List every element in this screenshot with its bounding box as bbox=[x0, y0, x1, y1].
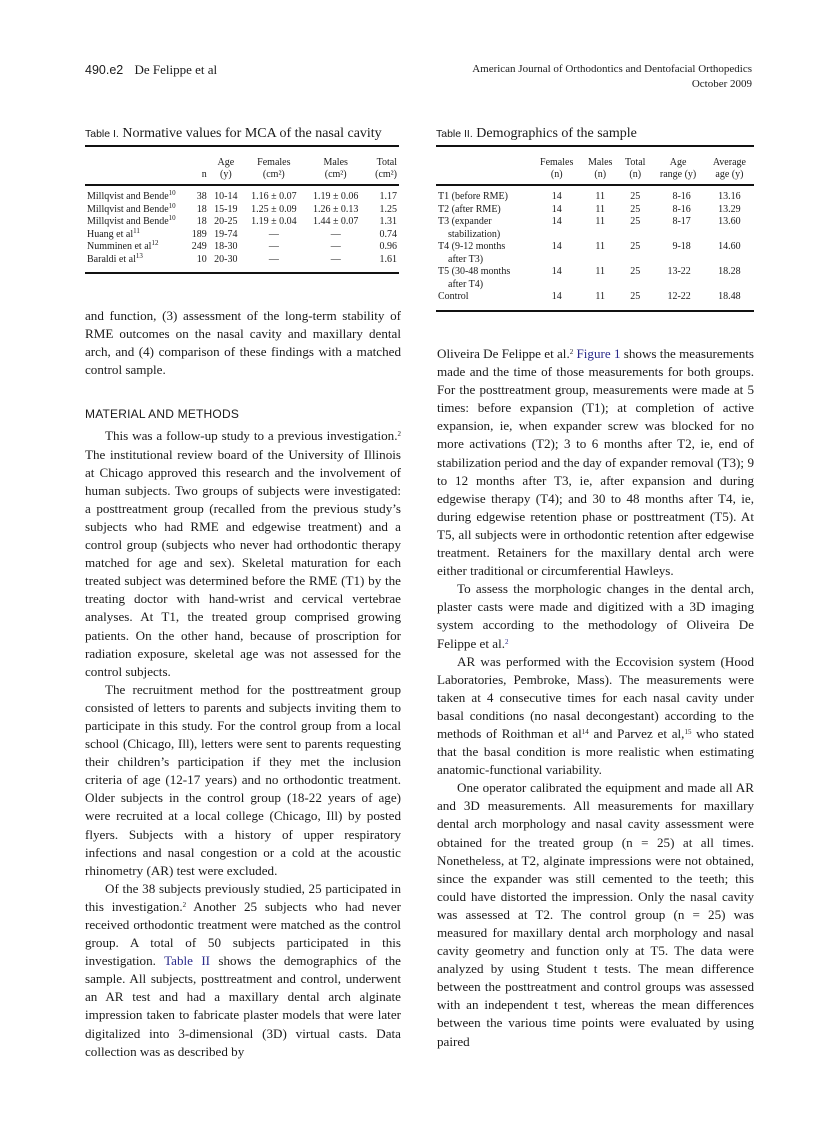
cell-females: 1.16 ± 0.07 bbox=[251, 191, 297, 202]
citation-ref: 10 bbox=[168, 189, 176, 197]
cell-total: 0.74 bbox=[379, 228, 397, 240]
cell-n: 249 bbox=[191, 241, 207, 252]
col-header-males: Males (n) bbox=[588, 157, 613, 180]
col-header-study bbox=[85, 147, 185, 185]
page-number: 490.e2 bbox=[85, 63, 124, 77]
running-header-left bbox=[85, 62, 217, 78]
table-header-row bbox=[436, 147, 754, 185]
paragraph: The recruitment method for the posttreatment group consisted of letters to parents and subjects inviting them to participate in this study. For the control group from a local school (Chicago, Ill), letters were sent to parents requesting their children’s participation if they met the inclusion criteria of age (12-17 years) and no orthodontic treatment. Older subjects in the control group (18-22 years of age) were recruited at a local college (Chicago, Ill) by posted flyers. Subjects with a history of upper respiratory infections and nasal congestion or a cold at the acoustic rhinometry (AR) test were excluded. bbox=[85, 681, 401, 878]
cell-study: Millqvist and Bende$^{10}$ bbox=[87, 214, 176, 227]
cell-age: 10-14 bbox=[214, 191, 238, 202]
cell-males: 11 bbox=[595, 216, 606, 227]
cell-age-range: 8-17 bbox=[672, 216, 691, 227]
paragraph: AR was performed with the Eccovision system (Hood Laboratories, Pembroke, Mass). The measurements were taken at 4 consecutive times for each nasal cavity under basal conditions (no nasal decongestant) according to the methods of Roithman et $al^{14}$ and Parvez et al,$^{15}$ who stated that the basal condition is more realistic when estimating anatomic-functional variability. bbox=[437, 653, 755, 778]
cell-time-point: Control bbox=[438, 291, 469, 302]
cell-total: 0.96 bbox=[379, 241, 397, 252]
citation-ref: 2 bbox=[182, 900, 187, 909]
citation-ref: 13 bbox=[135, 251, 143, 260]
cell-study: Millqvist and Bende$^{10}$ bbox=[87, 201, 176, 215]
cell-age: 19-74 bbox=[214, 228, 238, 240]
table-row bbox=[436, 216, 754, 241]
cell-age-range: 9-18 bbox=[672, 241, 691, 252]
table-2-title: Demographics of the sample bbox=[476, 126, 637, 141]
table-1 bbox=[85, 126, 399, 274]
cell-males: — bbox=[330, 241, 341, 252]
right-text-column bbox=[437, 345, 754, 1051]
table-2-grid bbox=[436, 147, 754, 312]
cell-average-age: 18.48 bbox=[718, 291, 741, 302]
running-header-right bbox=[472, 62, 752, 92]
cell-males: 11 bbox=[595, 241, 606, 252]
table-2-caption bbox=[436, 126, 754, 147]
cell-females: 14 bbox=[551, 266, 562, 277]
cell-time-point: T3 (expander stabilization) bbox=[438, 216, 501, 240]
citation-ref: 2 bbox=[397, 430, 401, 439]
cell-males: 1.19 ± 0.06 bbox=[312, 191, 359, 202]
cell-time-point: T4 (9-12 months after T3) bbox=[438, 241, 506, 265]
cell-males: 11 bbox=[595, 203, 606, 215]
cell-males: 11 bbox=[595, 191, 606, 202]
cell-females: 14 bbox=[551, 203, 562, 215]
cell-age-range: 8-16 bbox=[672, 191, 691, 202]
citation-ref: 11 bbox=[133, 226, 140, 235]
paragraph: Oliveira De Felippe et al.$^2$ Figure 1 shows the measurements made and the time of those measurements for both groups. For the posttreatment group, measurements were made at 5 times: before expansion (T1); at completion of active expansion, ie, when expander screw was blocked for no more activations (T2); 3 to 6 months after T2, ie, end of stabilization period and the day of expander removal (T3); 9 to 12 months after T3, ie, after expansion and during edgewise therapy (T4); and 30 to 48 months after T4, ie, during edgewise retention phase or posttreatment (T5). At T5, all subjects were in orthodontic retention after edgewise treatment. Retainers for the maxillary dental arch were either traditional or circumferential Hawleys. bbox=[437, 346, 754, 579]
cell-total: 25 bbox=[630, 291, 641, 302]
table-row bbox=[85, 204, 399, 217]
col-header-age: Age (y) bbox=[217, 157, 235, 180]
cell-n: 18 bbox=[196, 203, 207, 215]
table-2-link[interactable]: Table II bbox=[164, 953, 211, 969]
cell-females: 1.25 ± 0.09 bbox=[251, 203, 297, 215]
table-2-label: Table II. bbox=[436, 128, 473, 140]
cell-females: — bbox=[268, 241, 279, 252]
cell-males: 1.26 ± 0.13 bbox=[312, 203, 359, 215]
cell-females: 14 bbox=[551, 241, 562, 252]
table-row bbox=[436, 291, 754, 311]
intro-paragraph-end: and function, (3) assessment of the long-term stability of RME outcomes on the nasal cavity and maxillary dental arch, and (4) comparison of these findings with a matched control sample. bbox=[85, 308, 401, 378]
citation-ref: 14 bbox=[581, 727, 589, 736]
cell-females: 14 bbox=[551, 191, 562, 202]
cell-age-range: 8-16 bbox=[672, 203, 691, 215]
paragraph: One operator calibrated the equipment and made all AR and 3D measurements. All measurements for maxillary dental arch morphology and nasal cavity assessment were obtained for the treated group (n = 25) at all times. Nonetheless, at T2, alginate impressions were not obtained, since the expander was still cemented to the teeth; this could have distorted the impression. Only the nasal cavity was assessed at T2. The control group (n = 25) was measured for maxillary dental arch morphology and nasal cavity geometry and function only at T5. The data were analyzed by using Student t tests. The mean difference between the posttreatment and control groups was assessed with an independent t test, whereas the mean differences between the various time points were evaluated by using paired bbox=[437, 780, 754, 1049]
cell-age-range: 13-22 bbox=[667, 266, 691, 277]
citation-ref: 2 bbox=[569, 348, 574, 356]
table-header-row bbox=[85, 147, 399, 185]
table-1-caption bbox=[85, 126, 399, 147]
cell-total: 25 bbox=[630, 203, 641, 215]
cell-average-age: 13.16 bbox=[718, 191, 741, 202]
cell-age: 20-30 bbox=[214, 253, 238, 265]
table-row bbox=[436, 266, 754, 291]
cell-study: Millqvist and Bende$^{10}$ bbox=[87, 189, 176, 202]
cell-study: Huang et $al^{11}$ bbox=[87, 226, 140, 240]
table-row bbox=[436, 185, 754, 204]
cell-time-point: T5 (30-48 months after T4) bbox=[438, 266, 511, 290]
cell-age: 20-25 bbox=[214, 216, 238, 227]
cell-total: 25 bbox=[630, 191, 641, 202]
cell-females: 1.19 ± 0.04 bbox=[251, 216, 297, 227]
citation-ref: 10 bbox=[168, 214, 176, 222]
cell-average-age: 18.28 bbox=[718, 266, 741, 277]
paragraph: Of the 38 subjects previously studied, 25 participated in this investigation.$^2$ Another 25 subjects who had never received orthodontic treatment were matched as the control group. A total of 50 subjects participated in this investigation. Table II shows the demographics of the sample. All subjects, posttreatment and control, underwent an AR test and had a maxillary dental arch alginate impression taken to fabricate plaster models that were later digitalized into 3-dimensional (3D) virtual casts. Data collection was as described by bbox=[85, 880, 402, 1059]
col-header-total: Total (cm²) bbox=[375, 157, 397, 180]
col-header-n: n bbox=[201, 169, 207, 180]
cell-females: — bbox=[268, 253, 279, 265]
cell-average-age: 13.29 bbox=[718, 203, 741, 215]
cell-males: 1.44 ± 0.07 bbox=[312, 216, 359, 227]
col-header-time bbox=[436, 147, 532, 185]
citation-ref: 15 bbox=[684, 727, 692, 736]
cell-average-age: 13.60 bbox=[718, 216, 741, 227]
table-row bbox=[436, 241, 754, 266]
cell-average-age: 14.60 bbox=[718, 241, 741, 252]
figure-1-link[interactable]: Figure 1 bbox=[576, 346, 621, 361]
cell-females: 14 bbox=[551, 291, 562, 302]
col-header-females: Females (cm²) bbox=[257, 157, 291, 180]
cell-age: 18-30 bbox=[214, 241, 238, 252]
col-header-total: Total (n) bbox=[625, 157, 646, 180]
cell-females: — bbox=[268, 228, 279, 240]
cell-total: 25 bbox=[630, 241, 641, 252]
table-row bbox=[85, 185, 399, 204]
cell-study: Numminen et $al^{12}$ bbox=[87, 239, 159, 252]
table-row bbox=[436, 204, 754, 217]
table-1-grid bbox=[85, 147, 399, 274]
table-row bbox=[85, 241, 399, 254]
cell-n: 10 bbox=[196, 253, 207, 265]
cell-males: — bbox=[330, 253, 341, 265]
paragraph: To assess the morphologic changes in the dental arch, plaster casts were made and digitized with a 3D imaging system according to the methodology of Oliveira De Felippe et al.$^2$ bbox=[437, 581, 754, 651]
table-row bbox=[85, 229, 399, 242]
cell-total: 1.31 bbox=[379, 216, 397, 227]
cell-total: 1.61 bbox=[379, 253, 397, 265]
cell-males: — bbox=[330, 228, 341, 240]
col-header-age-range: Age range (y) bbox=[659, 157, 697, 180]
cell-total: 25 bbox=[630, 266, 641, 277]
cell-study: Baraldi et $al^{13}$ bbox=[87, 251, 143, 265]
cell-total: 1.25 bbox=[379, 203, 397, 215]
cell-age: 15-19 bbox=[214, 203, 238, 215]
journal-name: American Journal of Orthodontics and Dentofacial Orthopedics bbox=[472, 63, 752, 75]
cell-time-point: T2 (after RME) bbox=[438, 203, 501, 215]
col-header-females: Females (n) bbox=[540, 157, 574, 180]
col-header-average-age: Average age (y) bbox=[712, 157, 746, 180]
citation-ref[interactable]: 2 bbox=[505, 637, 509, 646]
cell-time-point: T1 (before RME) bbox=[438, 191, 508, 202]
table-1-label: Table I. bbox=[85, 128, 119, 140]
cell-females: 14 bbox=[551, 216, 562, 227]
cell-total: 25 bbox=[630, 216, 641, 227]
table-2 bbox=[436, 126, 754, 312]
table-1-title: Normative values for MCA of the nasal cavity bbox=[122, 126, 382, 141]
cell-males: 11 bbox=[595, 291, 606, 302]
running-authors: De Felippe et al bbox=[134, 62, 218, 77]
col-header-males: Males (cm²) bbox=[323, 157, 348, 180]
citation-ref: 12 bbox=[151, 239, 159, 247]
cell-total: 1.17 bbox=[379, 191, 397, 202]
cell-n: 18 bbox=[196, 216, 207, 227]
issue-date: October 2009 bbox=[691, 78, 752, 90]
section-heading: MATERIAL AND METHODS bbox=[85, 407, 240, 422]
cell-age-range: 12-22 bbox=[667, 291, 691, 302]
cell-n: 38 bbox=[196, 191, 207, 202]
table-row bbox=[85, 254, 399, 274]
citation-ref: 10 bbox=[168, 201, 176, 210]
cell-n: 189 bbox=[191, 228, 207, 240]
left-text-column bbox=[85, 307, 401, 1061]
paragraph: This was a follow-up study to a previous investigation.$^2$ The institutional review board of the University of Illinois at Chicago approved this research and the involvement of human subjects. Two groups of subjects were investigated: a posttreatment group (recalled from the previous study’s subjects who had RME and edgewise treatment) and a control group (subjects who never had orthodontic therapy matched for age and sex). Skeletal maturation for each treated subject was determined before the RME (T1) by the treating doctor with hand-wrist and cervical vertebrae analyses. At T1, the treated group comprised growing patients. On the other hand, because of proscription for radiation exposure, skeletal age was not assessed for the control subjects. bbox=[85, 428, 401, 679]
cell-males: 11 bbox=[595, 266, 606, 277]
